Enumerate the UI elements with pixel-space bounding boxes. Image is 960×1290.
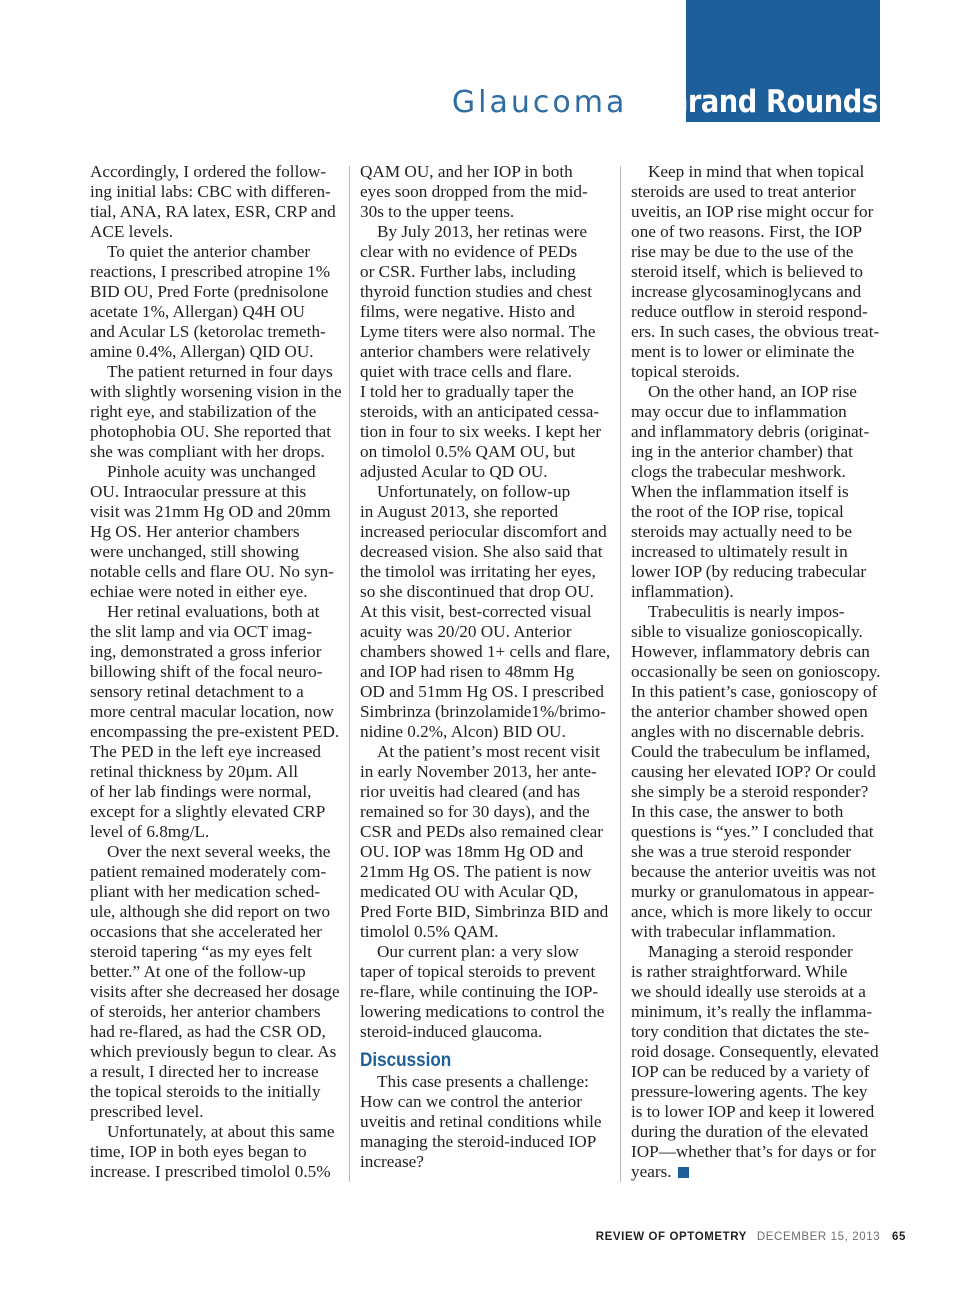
text-line: anterior chambers were relatively — [360, 342, 591, 361]
text-line: she was a true steroid responder — [631, 842, 852, 861]
text-line: IOP can be reduced by a variety of — [631, 1062, 870, 1081]
text-line: in early November 2013, her ante- — [360, 762, 597, 781]
text-line: steroids, with an anticipated cessa- — [360, 402, 600, 421]
text-line: sensory retinal detachment to a — [90, 682, 304, 701]
text-line: time, IOP in both eyes began to — [90, 1142, 307, 1161]
text-line: the timolol was irritating her eyes, — [360, 562, 596, 581]
text-line: more central macular location, now — [90, 702, 334, 721]
text-line: roid dosage. Consequently, elevated — [631, 1042, 879, 1061]
text-line: of her lab findings were normal, — [90, 782, 312, 801]
text-line: By July 2013, her retinas were — [377, 222, 588, 241]
text-line: we should ideally use steroids at a — [631, 982, 866, 1001]
text-line: a result, I directed her to increase — [90, 1062, 319, 1081]
text-line: retinal thickness by 20µm. All — [90, 762, 299, 781]
text-line: or CSR. Further labs, including — [360, 262, 576, 281]
text-line: increase. I prescribed timolol 0.5% — [90, 1162, 331, 1181]
text-line: Unfortunately, on follow-up — [377, 482, 571, 501]
text-line: OD and 51mm Hg OS. I prescribed — [360, 682, 604, 701]
text-line: ule, although she did report on two — [90, 902, 331, 921]
text-line: were unchanged, still showing — [90, 542, 300, 561]
text-line: encompassing the pre-existent PED. — [90, 722, 340, 741]
page-number: 65 — [892, 1231, 906, 1243]
text-line: steroid itself, which is believed to — [631, 262, 863, 281]
text-line: 30s to the upper teens. — [360, 202, 515, 221]
text-line: How can we control the anterior — [360, 1092, 582, 1111]
text-line: which previously begun to clear. As — [90, 1042, 337, 1061]
text-line: increased to ultimately result in — [631, 542, 848, 561]
text-line: OU. IOP was 18mm Hg OD and — [360, 842, 584, 861]
text-line: Lyme titers were also normal. The — [360, 322, 596, 341]
text-line: lowering medications to control the — [360, 1002, 605, 1021]
text-line: with slightly worsening vision in the — [90, 382, 342, 401]
text-line: At the patient’s most recent visit — [377, 742, 600, 761]
text-line: on timolol 0.5% QAM OU, but — [360, 442, 576, 461]
text-line: notable cells and flare OU. No syn- — [90, 562, 334, 581]
text-line: inflammation). — [631, 582, 734, 601]
text-line: Hg OS. Her anterior chambers — [90, 522, 300, 541]
text-line: The patient returned in four days — [107, 362, 333, 381]
text-line: and IOP had risen to 48mm Hg — [360, 662, 575, 681]
text-line: murky or granulomatous in appear- — [631, 882, 875, 901]
header-title-bold: Grand Rounds — [666, 84, 878, 120]
text-line: OU. Intraocular pressure at this — [90, 482, 307, 501]
text-line: Managing a steroid responder — [648, 942, 853, 961]
text-line: rior uveitis had cleared (and has — [360, 782, 581, 801]
text-line: angles with no discernable debris. — [631, 722, 865, 741]
text-line: during the duration of the elevated — [631, 1122, 869, 1141]
text-line: increased periocular discomfort and — [360, 522, 607, 541]
text-line: 21mm Hg OS. The patient is now — [360, 862, 592, 881]
text-line: level of 6.8mg/L. — [90, 822, 210, 841]
text-line: the anterior chamber showed open — [631, 702, 868, 721]
text-line: acuity was 20/20 OU. Anterior — [360, 622, 572, 641]
text-line: ACE levels. — [90, 222, 174, 241]
article-column-1 — [90, 162, 342, 1182]
text-line: pressure-lowering agents. The key — [631, 1082, 868, 1101]
text-line: Our current plan: a very slow — [377, 942, 579, 961]
text-line: tory condition that dictates the ste- — [631, 1022, 870, 1041]
text-line: films, were negative. Histo and — [360, 302, 575, 321]
text-line: remained so for 30 days), and the — [360, 802, 590, 821]
text-line: I told her to gradually taper the — [360, 382, 574, 401]
text-line: Pinhole acuity was unchanged — [107, 462, 316, 481]
text-line: patient remained moderately com- — [90, 862, 327, 881]
text-line: In this case, the answer to both — [631, 802, 844, 821]
text-line: except for a slightly elevated CRP — [90, 802, 326, 821]
text-line: years. — [631, 1162, 672, 1181]
text-line: and Acular LS (ketorolac tremeth- — [90, 322, 326, 341]
text-line: clear with no evidence of PEDs — [360, 242, 578, 261]
text-line: CSR and PEDs also remained clear — [360, 822, 603, 841]
text-line: reduce outflow in steroid respond- — [631, 302, 868, 321]
text-line: adjusted Acular to QD OU. — [360, 462, 548, 481]
column-divider — [620, 166, 621, 1182]
text-line: tion in four to six weeks. I kept her — [360, 422, 602, 441]
text-line: Pred Forte BID, Simbrinza BID and — [360, 902, 609, 921]
end-of-article-mark — [678, 1167, 689, 1178]
text-line: ing initial labs: CBC with differen- — [90, 182, 331, 201]
text-line: tial, ANA, RA latex, ESR, CRP and — [90, 202, 336, 221]
text-line: the topical steroids to the initially — [90, 1082, 321, 1101]
text-line: had re-flared, as had the CSR OD, — [90, 1022, 326, 1041]
text-line: To quiet the anterior chamber — [107, 242, 311, 261]
text-line: timolol 0.5% QAM. — [360, 922, 499, 941]
text-line: causing her elevated IOP? Or could — [631, 762, 876, 781]
text-line: and inflammatory debris (originat- — [631, 422, 870, 441]
column-divider — [349, 166, 350, 1182]
text-line: clogs the trabecular meshwork. — [631, 462, 846, 481]
text-line: steroids may actually need to be — [631, 522, 852, 541]
text-line: echiae were noted in either eye. — [90, 582, 308, 601]
text-line: of steroids, her anterior chambers — [90, 1002, 321, 1021]
page-footer — [596, 1231, 906, 1243]
text-line: visit was 21mm Hg OD and 20mm — [90, 502, 331, 521]
text-line: uveitis and retinal conditions while — [360, 1112, 602, 1131]
last-line — [631, 1162, 881, 1182]
text-line: minimum, it’s really the inflamma- — [631, 1002, 873, 1021]
text-line: increase? — [360, 1152, 424, 1171]
department-header — [452, 84, 878, 120]
text-line: taper of topical steroids to prevent — [360, 962, 596, 981]
text-line: Trabeculitis is nearly impos- — [648, 602, 845, 621]
text-line: is to lower IOP and keep it lowered — [631, 1102, 875, 1121]
text-line: acetate 1%, Allergan) Q4H OU — [90, 302, 305, 321]
text-line: quiet with trace cells and flare. — [360, 362, 572, 381]
text-line: the slit lamp and via OCT imag- — [90, 622, 313, 641]
text-line: reactions, I prescribed atropine 1% — [90, 262, 331, 281]
text-line: pliant with her medication sched- — [90, 882, 321, 901]
text-line: Simbrinza (brinzolamide1%/brimo- — [360, 702, 606, 721]
text-line: ing, demonstrated a gross inferior — [90, 642, 322, 661]
header-title-light: Glaucoma — [451, 85, 628, 120]
text-line: occasions that she accelerated her — [90, 922, 322, 941]
text-line: nidine 0.2%, Alcon) BID OU. — [360, 722, 566, 741]
text-line: At this visit, best-corrected visual — [360, 602, 592, 621]
text-line: better.” At one of the follow-up — [90, 962, 306, 981]
article-column-2 — [360, 162, 610, 1172]
text-line: amine 0.4%, Allergan) QID OU. — [90, 342, 314, 361]
text-line: This case presents a challenge: — [377, 1072, 589, 1091]
text-line: re-flare, while continuing the IOP- — [360, 982, 599, 1001]
text-line: When the inflammation itself is — [631, 482, 849, 501]
text-line: BID OU, Pred Forte (prednisolone — [90, 282, 329, 301]
text-line: in August 2013, she reported — [360, 502, 559, 521]
text-line: prescribed level. — [90, 1102, 204, 1121]
text-line: QAM OU, and her IOP in both — [360, 162, 573, 181]
text-line: Unfortunately, at about this same — [107, 1122, 335, 1141]
text-line: managing the steroid-induced IOP — [360, 1132, 597, 1151]
text-line: Her retinal evaluations, both at — [107, 602, 320, 621]
text-line: Could the trabeculum be inflamed, — [631, 742, 871, 761]
text-line: billowing shift of the focal neuro- — [90, 662, 323, 681]
text-line: so she discontinued that drop OU. — [360, 582, 594, 601]
text-line: lower IOP (by reducing trabecular — [631, 562, 867, 581]
text-line: questions is “yes.” I concluded that — [631, 822, 874, 841]
text-line: photophobia OU. She reported that — [90, 422, 332, 441]
text-line: In this patient’s case, gonioscopy of — [631, 682, 878, 701]
text-line: visits after she decreased her dosage — [90, 982, 340, 1001]
text-line: ers. In such cases, the obvious treat- — [631, 322, 880, 341]
text-line: eyes soon dropped from the mid- — [360, 182, 588, 201]
text-line: chambers showed 1+ cells and flare, — [360, 642, 611, 661]
text-line: increase glycosaminoglycans and — [631, 282, 862, 301]
text-line: ment is to lower or eliminate the — [631, 342, 855, 361]
text-line: occasionally be seen on gonioscopy. — [631, 662, 881, 681]
text-line: she was compliant with her drops. — [90, 442, 325, 461]
text-line: right eye, and stabilization of the — [90, 402, 317, 421]
text-line: ing in the anterior chamber) that — [631, 442, 853, 461]
text-line: steroid tapering “as my eyes felt — [90, 942, 312, 961]
text-line: she simply be a steroid responder? — [631, 782, 869, 801]
text-line: thyroid function studies and chest — [360, 282, 592, 301]
text-line: Keep in mind that when topical — [648, 162, 865, 181]
text-line: On the other hand, an IOP rise — [648, 382, 857, 401]
discussion-heading: Discussion — [360, 1050, 452, 1071]
text-line: steroid-induced glaucoma. — [360, 1022, 543, 1041]
text-line: topical steroids. — [631, 362, 740, 381]
text-line: Accordingly, I ordered the follow- — [90, 162, 327, 181]
text-line: However, inflammatory debris can — [631, 642, 870, 661]
text-line: is rather straightforward. While — [631, 962, 848, 981]
text-line: decreased vision. She also said that — [360, 542, 603, 561]
text-line: The PED in the left eye increased — [90, 742, 321, 761]
text-line: one of two reasons. First, the IOP — [631, 222, 863, 241]
issue-date: DECEMBER 15, 2013 — [756, 1231, 881, 1243]
text-line: with trabecular inflammation. — [631, 922, 836, 941]
publication-name: REVIEW OF OPTOMETRY — [595, 1231, 748, 1243]
text-line: IOP—whether that’s for days or for — [631, 1142, 876, 1161]
text-line: may occur due to inflammation — [631, 402, 847, 421]
article-column-3 — [631, 162, 881, 1182]
text-line: because the anterior uveitis was not — [631, 862, 876, 881]
text-line: the root of the IOP rise, topical — [631, 502, 844, 521]
text-line: ance, which is more likely to occur — [631, 902, 873, 921]
text-line: sible to visualize gonioscopically. — [631, 622, 863, 641]
text-line: uveitis, an IOP rise might occur for — [631, 202, 874, 221]
text-line: steroids are used to treat anterior — [631, 182, 856, 201]
text-line: Over the next several weeks, the — [107, 842, 331, 861]
text-line: rise may be due to the use of the — [631, 242, 854, 261]
text-line: medicated OU with Acular QD, — [360, 882, 579, 901]
